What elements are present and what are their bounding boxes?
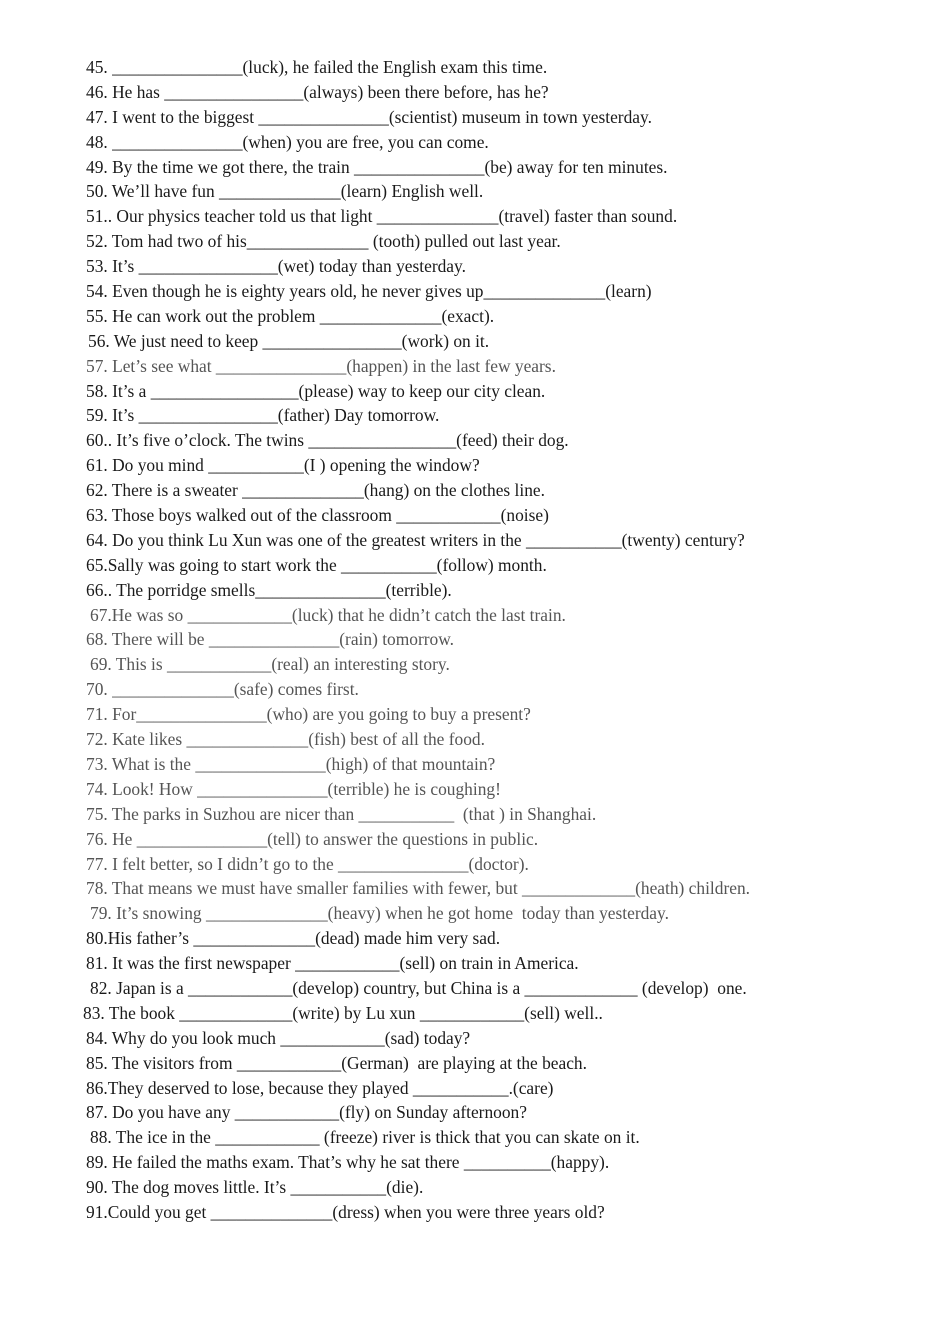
exercise-item: 81. It was the first newspaper ____________(sell) on train in America. [86,953,579,974]
exercise-item: 48. _______________(when) you are free, you can come. [86,131,489,152]
exercise-item: 79. It’s snowing ______________(heavy) when he got home today than yesterday. [90,903,669,924]
exercise-item: 56. We just need to keep ________________(work) on it. [88,330,490,351]
exercise-item: 67.He was so ____________(luck) that he didn’t catch the last train. [90,604,566,625]
exercise-item: 62. There is a sweater ______________(hang) on the clothes line. [86,480,545,501]
exercise-item: 51.. Our physics teacher told us that light ______________(travel) faster than sound. [86,206,678,227]
exercise-item: 49. By the time we got there, the train _______________(be) away for ten minutes. [86,156,668,177]
exercise-item: 84. Why do you look much ____________(sad) today? [86,1027,471,1048]
exercise-item: 57. Let’s see what _______________(happen) in the last few years. [86,355,556,376]
exercise-item: 73. What is the _______________(high) of that mountain? [86,753,496,774]
exercise-item: 88. The ice in the ____________ (freeze) river is thick that you can skate on it. [90,1127,640,1148]
exercise-item: 77. I felt better, so I didn’t go to the _______________(doctor). [86,853,529,874]
exercise-item: 82. Japan is a ____________(develop) country, but China is a _____________ (develop) one. [90,977,747,998]
exercise-item: 86.They deserved to lose, because they played ___________.(care) [86,1077,554,1098]
exercise-item: 60.. It’s five o’clock. The twins _________________(feed) their dog. [86,430,569,451]
exercise-item: 54. Even though he is eighty years old, he never gives up______________(learn) [86,281,652,302]
exercise-item: 65.Sally was going to start work the ___________(follow) month. [86,554,547,575]
exercise-item: 66.. The porridge smells_______________(terrible). [86,579,452,600]
exercise-item: 83. The book _____________(write) by Lu xun ____________(sell) well.. [83,1002,603,1023]
exercise-item: 58. It’s a _________________(please) way to keep our city clean. [86,380,546,401]
exercise-item: 50. We’ll have fun ______________(learn) English well. [86,181,484,202]
exercise-item: 91.Could you get ______________(dress) when you were three years old? [86,1201,605,1222]
exercise-item: 78. That means we must have smaller families with fewer, but _____________(heath) children. [86,878,751,899]
exercise-item: 63. Those boys walked out of the classroom ____________(noise) [86,505,549,526]
exercise-item: 47. I went to the biggest _______________(scientist) museum in town yesterday. [86,106,652,127]
exercise-item: 74. Look! How _______________(terrible) he is coughing! [86,778,501,799]
exercise-item: 69. This is ____________(real) an interesting story. [90,654,450,675]
exercise-item: 89. He failed the maths exam. That’s why he sat there __________(happy). [86,1152,610,1173]
exercise-item: 68. There will be _______________(rain) tomorrow. [86,629,455,650]
exercise-item: 85. The visitors from ____________(German) are playing at the beach. [86,1052,587,1073]
exercise-item: 52. Tom had two of his______________ (tooth) pulled out last year. [86,231,561,252]
exercise-item: 61. Do you mind ___________(I ) opening the window? [86,455,480,476]
exercise-item: 72. Kate likes ______________(fish) best of all the food. [86,729,485,750]
exercise-item: 87. Do you have any ____________(fly) on Sunday afternoon? [86,1102,527,1123]
exercise-item: 80.His father’s ______________(dead) made him very sad. [86,928,501,949]
exercise-item: 64. Do you think Lu Xun was one of the greatest writers in the ___________(twenty) century? [86,529,745,550]
exercise-item: 46. He has ________________(always) been there before, has he? [86,81,549,102]
exercise-item: 55. He can work out the problem ______________(exact). [86,305,495,326]
exercise-item: 90. The dog moves little. It’s ___________(die). [86,1177,424,1198]
exercise-item: 53. It’s ________________(wet) today than yesterday. [86,256,466,277]
exercise-list [0,55,950,1225]
exercise-item: 70. ______________(safe) comes first. [86,679,359,700]
exercise-item: 59. It’s ________________(father) Day tomorrow. [86,405,440,426]
exercise-item: 71. For_______________(who) are you going to buy a present? [86,704,531,725]
exercise-item: 75. The parks in Suzhou are nicer than ___________ (that ) in Shanghai. [86,803,597,824]
exercise-item: 76. He _______________(tell) to answer the questions in public. [86,828,539,849]
exercise-item: 45. _______________(luck), he failed the English exam this time. [86,57,548,77]
